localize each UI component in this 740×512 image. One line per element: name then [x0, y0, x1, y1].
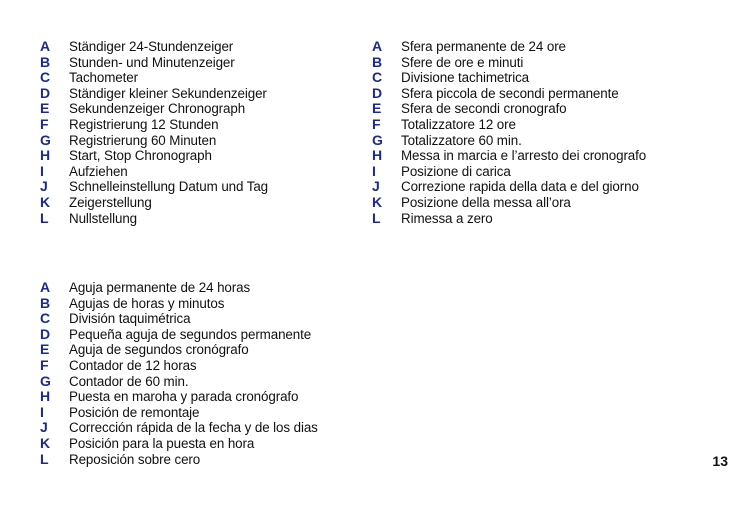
legend-letter: F — [372, 115, 381, 132]
legend-item — [372, 70, 646, 86]
legend-item — [40, 86, 268, 102]
legend-item — [40, 296, 318, 312]
legend-letter: E — [40, 100, 50, 117]
legend-text: Schnelleinstellung Datum und Tag — [69, 179, 269, 195]
legend-item — [40, 327, 318, 343]
legend-text: Puesta en maroha y parada cronógrafo — [69, 389, 299, 405]
legend-item — [372, 55, 646, 71]
legend-letter: I — [372, 162, 376, 179]
legend-letter: D — [40, 325, 51, 342]
legend-item — [40, 179, 268, 195]
legend-text: Posición de remontaje — [69, 404, 200, 420]
legend-item — [372, 101, 646, 117]
legend-letter: E — [372, 100, 382, 117]
legend-letter: F — [40, 115, 49, 132]
legend-text: Corrección rápida de la fecha y de los dias — [69, 420, 318, 436]
legend-letter: B — [40, 53, 51, 70]
legend-item — [40, 211, 268, 227]
legend-text: División taquimétrica — [69, 311, 191, 327]
legend-text: Pequeña aguja de segundos permanente — [69, 326, 312, 342]
legend-item — [40, 164, 268, 180]
legend-text: Reposición sobre cero — [69, 451, 201, 467]
legend-text: Sfera permanente de 24 ore — [401, 39, 566, 54]
legend-text: Aguja permanente de 24 horas — [69, 280, 251, 295]
legend-item — [40, 452, 318, 468]
legend-text: Messa in marcia e l’arresto dei cronografo — [401, 148, 647, 164]
legend-letter: I — [40, 403, 44, 420]
legend-letter: K — [372, 193, 383, 210]
legend-text: Sekundenzeiger Chronograph — [69, 101, 246, 117]
legend-letter: L — [40, 209, 49, 226]
legend-letter: K — [40, 193, 51, 210]
legend-item — [40, 101, 268, 117]
legend-letter: A — [40, 279, 51, 295]
legend-text: Zeigerstellung — [69, 194, 152, 210]
legend-letter: J — [40, 419, 48, 436]
legend-text: Correzione rapida della data e del giorno — [401, 179, 639, 195]
legend-letter: H — [40, 147, 51, 164]
legend-letter: G — [40, 372, 51, 389]
legend-item — [40, 117, 268, 133]
legend-text: Sfera piccola de secondi permanente — [401, 85, 619, 101]
legend-item — [40, 374, 318, 390]
legend-text: Contador de 12 horas — [69, 357, 197, 373]
legend-text: Sfera de secondi cronografo — [401, 101, 567, 117]
legend-text: Tachometer — [69, 70, 138, 86]
legend-item — [40, 358, 318, 374]
legend-text: Ständiger 24-Stundenzeiger — [69, 39, 234, 54]
legend-item — [40, 420, 318, 436]
legend-text: Divisione tachimetrica — [401, 70, 530, 86]
legend-item — [372, 179, 646, 195]
legend-text: Posición para la puesta en hora — [69, 435, 255, 451]
legend-item — [372, 195, 646, 211]
legend-letter: A — [372, 38, 383, 54]
legend-text: Registrierung 12 Stunden — [69, 116, 219, 132]
legend-letter: C — [40, 310, 51, 327]
legend-item — [40, 195, 268, 211]
legend-text: Stunden- und Minutenzeiger — [69, 54, 235, 70]
legend-letter: D — [372, 84, 383, 101]
legend-item — [372, 86, 646, 102]
legend-text: Nullstellung — [69, 210, 138, 226]
legend-text: Agujas de horas y minutos — [69, 295, 225, 311]
legend-text: Rimessa a zero — [401, 210, 493, 226]
legend-item — [40, 389, 318, 405]
legend-letter: H — [372, 147, 383, 164]
legend-item — [372, 148, 646, 164]
legend-letter: I — [40, 162, 44, 179]
legend-german — [40, 39, 268, 226]
legend-letter: G — [40, 131, 51, 148]
legend-text: Ständiger kleiner Sekundenzeiger — [69, 85, 267, 101]
legend-text: Sfere de ore e minuti — [401, 54, 524, 70]
legend-letter: J — [372, 178, 380, 195]
legend-item — [372, 211, 646, 227]
legend-text: Posizione della messa all’ora — [401, 194, 571, 210]
legend-text: Contador de 60 min. — [69, 373, 189, 389]
legend-item — [40, 148, 268, 164]
legend-letter: E — [40, 341, 50, 358]
legend-letter: G — [372, 131, 383, 148]
legend-item — [372, 117, 646, 133]
legend-item — [40, 55, 268, 71]
legend-letter: K — [40, 434, 51, 451]
legend-letter: D — [40, 84, 51, 101]
legend-italian — [372, 39, 646, 226]
legend-item — [40, 311, 318, 327]
legend-item — [372, 164, 646, 180]
legend-text: Aufziehen — [69, 163, 128, 179]
legend-letter: H — [40, 388, 51, 405]
legend-item — [372, 133, 646, 149]
legend-item — [372, 39, 646, 55]
legend-letter: J — [40, 178, 48, 195]
legend-item — [40, 133, 268, 149]
page-number: 13 — [712, 453, 728, 469]
legend-item — [40, 342, 318, 358]
legend-letter: B — [40, 294, 51, 311]
legend-letter: B — [372, 53, 383, 70]
legend-item — [40, 405, 318, 421]
legend-letter: F — [40, 356, 49, 373]
legend-letter: C — [40, 69, 51, 86]
legend-text: Start, Stop Chronograph — [69, 148, 212, 164]
legend-item — [40, 39, 268, 55]
legend-spanish — [40, 280, 318, 467]
legend-text: Totalizzatore 60 min. — [401, 132, 522, 148]
legend-text: Posizione di carica — [401, 163, 511, 179]
legend-letter: A — [40, 38, 51, 54]
legend-text: Totalizzatore 12 ore — [401, 116, 516, 132]
legend-item — [40, 70, 268, 86]
legend-item — [40, 436, 318, 452]
legend-letter: L — [40, 450, 49, 467]
legend-item — [40, 280, 318, 296]
legend-letter: C — [372, 69, 383, 86]
legend-letter: L — [372, 209, 381, 226]
legend-text: Registrierung 60 Minuten — [69, 132, 217, 148]
legend-text: Aguja de segundos cronógrafo — [69, 342, 249, 358]
